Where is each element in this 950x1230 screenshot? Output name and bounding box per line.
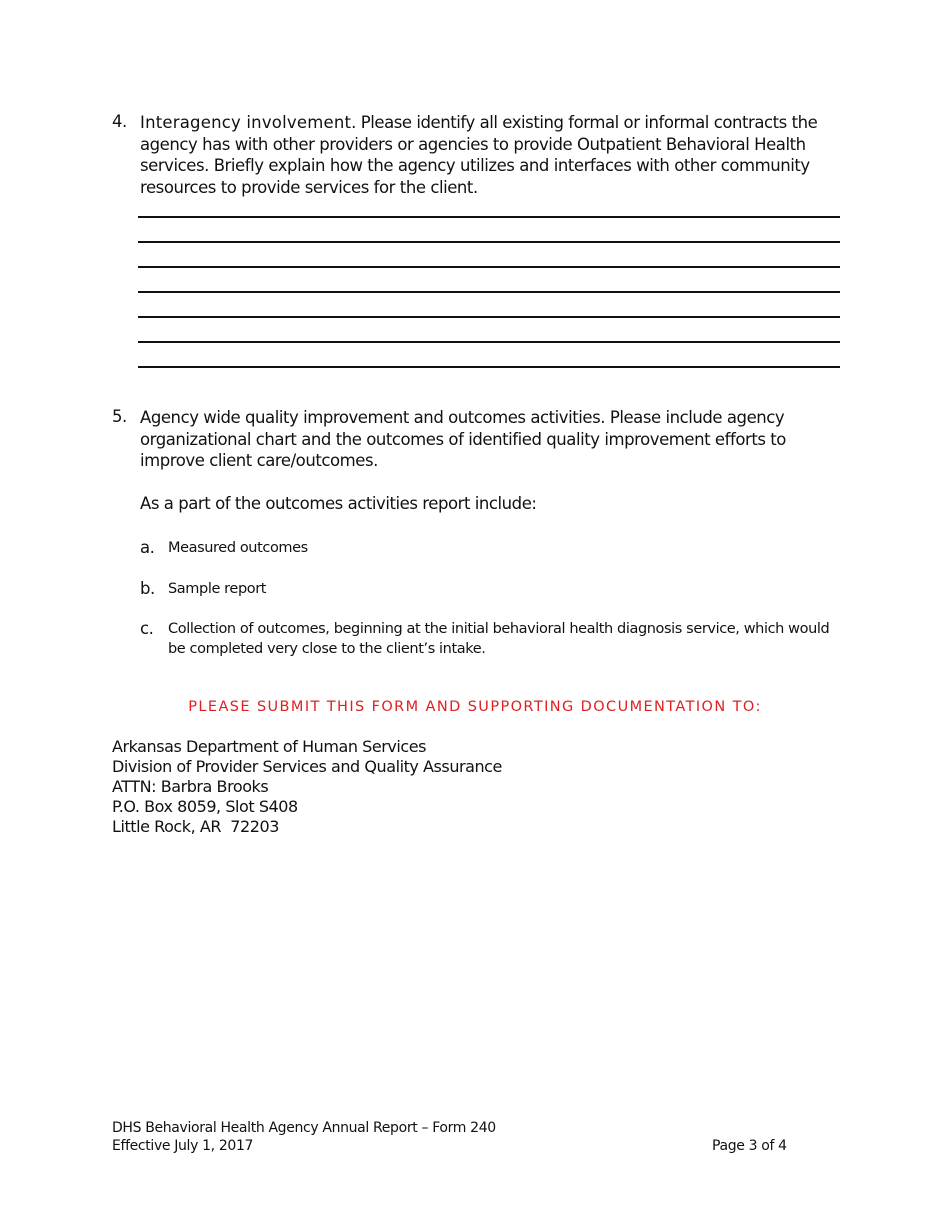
- footer-form-title: DHS Behavioral Health Agency Annual Report – Form 240: [112, 1120, 496, 1136]
- answer-line[interactable]: [138, 366, 840, 368]
- item-4-paragraph: [140, 112, 840, 198]
- address-line: Arkansas Department of Human Services: [112, 737, 427, 756]
- answer-line[interactable]: [138, 241, 840, 243]
- item-5-intro: As a part of the outcomes activities report include:: [140, 494, 537, 513]
- submit-heading: PLEASE SUBMIT THIS FORM AND SUPPORTING DOCUMENTATION TO:: [188, 699, 762, 715]
- answer-line[interactable]: [138, 291, 840, 293]
- subitem-letter: b.: [140, 579, 155, 598]
- page-number: Page 3 of 4: [712, 1138, 787, 1154]
- subitem-letter: a.: [140, 538, 155, 557]
- footer-effective-date: Effective July 1, 2017: [112, 1138, 254, 1154]
- address-line: Little Rock, AR 72203: [112, 817, 279, 836]
- subitem-letter: c.: [140, 619, 154, 638]
- address-line: Division of Provider Services and Quality Assurance: [112, 757, 502, 776]
- item-4-number: 4.: [112, 112, 127, 131]
- subitem-text: Sample report: [168, 581, 267, 597]
- item-4-text: . Please identify all existing formal or informal contracts the agency has with other providers or agencies to provide Outpatient Behavioral Health services. Briefly explain how the agency utilizes and interfaces with other community resources to provide services for the client.: [140, 113, 818, 197]
- address-line: P.O. Box 8059, Slot S408: [112, 797, 298, 816]
- answer-line[interactable]: [138, 316, 840, 318]
- item-4-title: Interagency involvement: [140, 113, 352, 132]
- footer: [112, 1119, 496, 1155]
- address-line: ATTN: Barbra Brooks: [112, 777, 269, 796]
- subitem-text: Collection of outcomes, beginning at the initial behavioral health diagnosis service, which would be completed very close to the client’s intake.: [168, 621, 830, 657]
- answer-line[interactable]: [138, 216, 840, 218]
- item-5-number: 5.: [112, 407, 127, 426]
- item-5-text: Agency wide quality improvement and outcomes activities. Please include agency organizational chart and the outcomes of identified quality improvement efforts to improve client care/outcomes.: [140, 408, 786, 470]
- answer-line[interactable]: [138, 266, 840, 268]
- subitem-text: Measured outcomes: [168, 540, 308, 556]
- answer-line[interactable]: [138, 341, 840, 343]
- mailing-address: [112, 737, 502, 837]
